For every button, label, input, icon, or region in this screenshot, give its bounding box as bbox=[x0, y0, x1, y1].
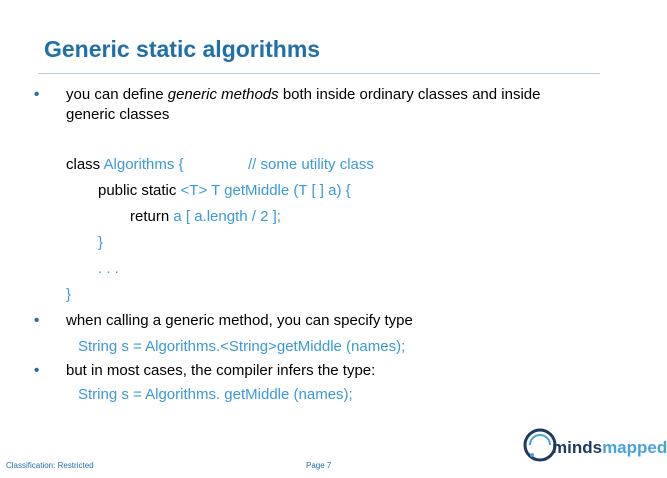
code-line-1 bbox=[66, 156, 184, 174]
code-keyword: class bbox=[66, 156, 104, 173]
code-keyword: return bbox=[130, 208, 174, 225]
code-example-inferred: String s = Algorithms. getMiddle (names); bbox=[78, 386, 353, 403]
bullet-text-emphasis: generic methods bbox=[167, 86, 279, 103]
bullet-text-part: both inside ordinary classes and inside bbox=[278, 86, 541, 103]
code-keyword: public static bbox=[98, 182, 181, 199]
bullet-marker: • bbox=[34, 362, 40, 379]
code-comment: // some utility class bbox=[248, 156, 374, 173]
code-line-5: . . . bbox=[98, 260, 119, 277]
code-line-3 bbox=[130, 208, 281, 226]
classification-label: Classification: Restricted bbox=[6, 461, 94, 470]
title-divider bbox=[38, 73, 600, 74]
bullet-text-part: you can define bbox=[66, 86, 168, 103]
logo-text-part: minds bbox=[552, 438, 603, 457]
bullet-text-continued: generic classes bbox=[66, 106, 170, 123]
code-expression: a [ a.length / 2 ]; bbox=[173, 208, 281, 225]
bullet-marker: • bbox=[34, 312, 40, 329]
page-number: Page 7 bbox=[306, 461, 332, 470]
bullet-marker: • bbox=[34, 86, 40, 103]
bullet-text: when calling a generic method, you can specify type bbox=[66, 312, 413, 329]
code-example-explicit: String s = Algorithms.<String>getMiddle (names); bbox=[78, 338, 406, 355]
slide-title: Generic static algorithms bbox=[44, 36, 321, 62]
bullet-text: but in most cases, the compiler infers the type: bbox=[66, 362, 376, 379]
code-line-2 bbox=[98, 182, 351, 200]
code-line-4: } bbox=[98, 234, 104, 251]
bullet-text bbox=[66, 86, 540, 104]
code-class-name: Algorithms { bbox=[103, 156, 184, 173]
logo-text-highlight: mapped bbox=[602, 438, 667, 457]
code-line-6: } bbox=[66, 286, 72, 303]
logo-wordmark bbox=[552, 438, 667, 458]
code-signature: <T> T getMiddle (T [ ] a) { bbox=[180, 182, 351, 199]
